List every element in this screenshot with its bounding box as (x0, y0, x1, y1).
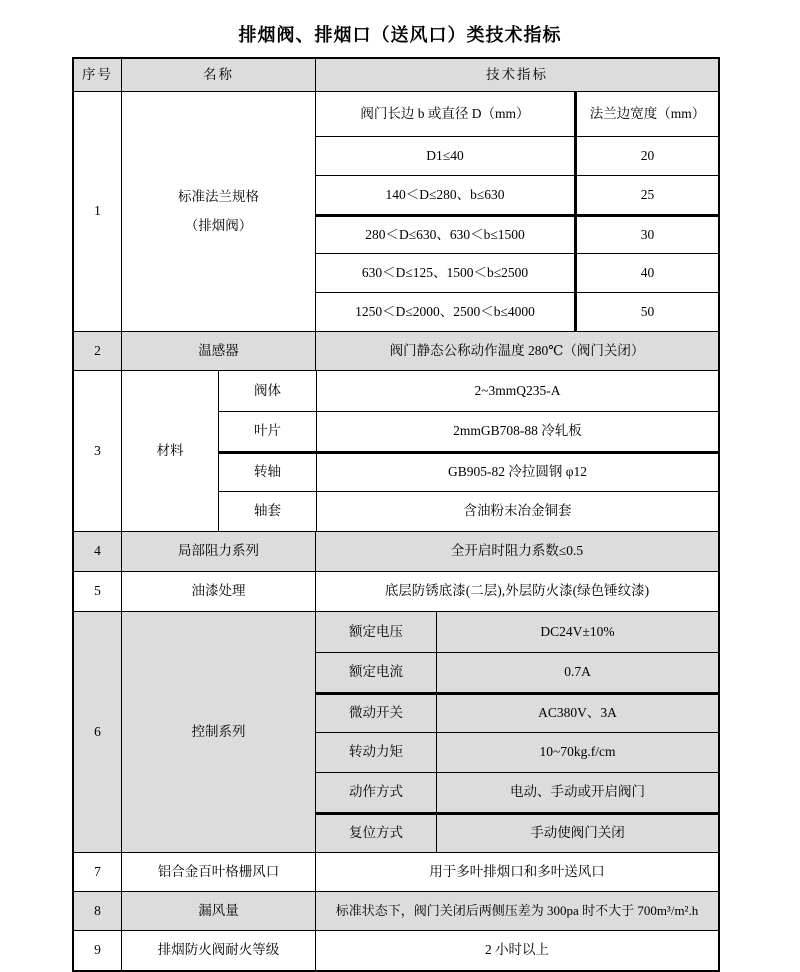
row-1-flange-spec (74, 91, 718, 331)
row-3-seq: 3 (94, 442, 101, 458)
header-seq: 序号 (82, 66, 113, 82)
control-label: 额定电压 (349, 623, 403, 639)
row-8-seq: 8 (94, 902, 101, 918)
entry-flange: 30 (574, 217, 718, 253)
row-6-entry-3 (316, 732, 718, 772)
control-value: 手动使阀门关闭 (436, 815, 718, 852)
row-6-entry-0 (316, 612, 718, 652)
row-3-materials (74, 370, 718, 531)
header-name: 名称 (121, 59, 315, 91)
row-7-seq: 7 (94, 863, 101, 879)
row-1-subtable (315, 92, 718, 331)
row-1-subheader (316, 92, 718, 136)
control-label: 复位方式 (349, 825, 403, 841)
row-3-subtable (218, 371, 718, 531)
row-6-name: 控制系列 (121, 612, 315, 852)
row-5-name: 油漆处理 (121, 572, 315, 611)
entry-range: D1≤40 (426, 147, 464, 163)
row-1-name-line2: （排烟阀） (184, 217, 253, 233)
entry-flange: 20 (574, 137, 718, 175)
control-value: DC24V±10% (436, 612, 718, 652)
header-spec: 技术指标 (315, 59, 718, 91)
row-6-entry-4 (316, 772, 718, 812)
material-value: 2~3mmQ235-A (316, 371, 718, 411)
entry-range: 630＜D≤125、1500＜b≤2500 (361, 264, 529, 280)
material-label: 轴套 (254, 503, 281, 519)
row-9-seq: 9 (94, 942, 101, 958)
control-value: AC380V、3A (436, 695, 718, 732)
row-1-entry-2 (316, 214, 718, 253)
control-label: 微动开关 (349, 705, 403, 721)
row-1-name-line1: 标准法兰规格 (178, 189, 259, 205)
row-1-entry-0 (316, 136, 718, 175)
row-6-seq: 6 (94, 723, 101, 739)
row-9-name: 排烟防火阀耐火等级 (121, 931, 315, 970)
material-value: GB905-82 冷拉圆钢 φ12 (316, 454, 718, 491)
row-3-name: 材料 (121, 371, 218, 531)
row-9-fire-rating (74, 930, 718, 970)
material-value: 2mmGB708-88 冷轧板 (316, 412, 718, 451)
row-6-entry-5 (316, 812, 718, 852)
row-1-entry-1 (316, 175, 718, 214)
row-7-name: 铝合金百叶格栅风口 (121, 853, 315, 891)
row-6-control (74, 611, 718, 852)
spec-table (72, 57, 720, 972)
material-label: 转轴 (254, 464, 281, 480)
row-2-temp-sensor (74, 331, 718, 370)
material-value: 含油粉末冶金铜套 (316, 492, 718, 531)
entry-range: 280＜D≤630、630＜b≤1500 (365, 226, 525, 242)
row-8-leakage (74, 891, 718, 930)
control-value: 0.7A (436, 653, 718, 692)
control-value: 10~70kg.f/cm (436, 733, 718, 772)
page-title: 排烟阀、排烟口（送风口）类技术指标 (238, 25, 562, 45)
subheader-valve-size: 阀门长边 b 或直径 D（mm） (360, 105, 530, 121)
entry-range: 140＜D≤280、b≤630 (385, 186, 505, 202)
entry-flange: 40 (574, 254, 718, 292)
row-4-seq: 4 (94, 543, 101, 559)
control-value: 电动、手动或开启阀门 (436, 773, 718, 812)
row-4-name: 局部阻力系列 (121, 532, 315, 571)
row-3-entry-2 (219, 451, 718, 491)
row-1-name (121, 92, 315, 331)
row-8-name: 漏风量 (121, 892, 315, 930)
row-5-paint (74, 571, 718, 611)
row-5-value: 底层防锈底漆(二层),外层防火漆(绿色锤纹漆) (315, 572, 718, 611)
row-9-value: 2 小时以上 (315, 931, 718, 970)
row-1-seq: 1 (94, 203, 101, 219)
row-6-entry-2 (316, 692, 718, 732)
row-8-value: 标准状态下，阀门关闭后两侧压差为 300pa 时不大于 700m³/m².h (315, 892, 718, 930)
control-label: 额定电流 (349, 664, 403, 680)
table-header-row (74, 59, 718, 91)
row-3-entry-3 (219, 491, 718, 531)
row-4-resistance (74, 531, 718, 571)
row-1-entry-4 (316, 292, 718, 331)
row-6-entry-1 (316, 652, 718, 692)
row-2-seq: 2 (94, 342, 101, 358)
row-6-subtable (315, 612, 718, 852)
entry-range: 1250＜D≤2000、2500＜b≤4000 (355, 303, 535, 319)
row-2-name: 温感器 (121, 332, 315, 370)
row-3-entry-1 (219, 411, 718, 451)
control-label: 动作方式 (349, 784, 403, 800)
row-7-value: 用于多叶排烟口和多叶送风口 (315, 853, 718, 891)
row-3-entry-0 (219, 371, 718, 411)
subheader-flange-width: 法兰边宽度（mm） (574, 92, 718, 136)
material-label: 阀体 (254, 382, 281, 398)
row-7-grille (74, 852, 718, 891)
row-2-value: 阀门静态公称动作温度 280℃（阀门关闭） (315, 332, 718, 370)
row-1-entry-3 (316, 253, 718, 292)
row-4-value: 全开启时阻力系数≤0.5 (315, 532, 718, 571)
entry-flange: 50 (574, 293, 718, 331)
row-5-seq: 5 (94, 583, 101, 599)
material-label: 叶片 (254, 423, 281, 439)
control-label: 转动力矩 (349, 744, 403, 760)
entry-flange: 25 (574, 176, 718, 214)
